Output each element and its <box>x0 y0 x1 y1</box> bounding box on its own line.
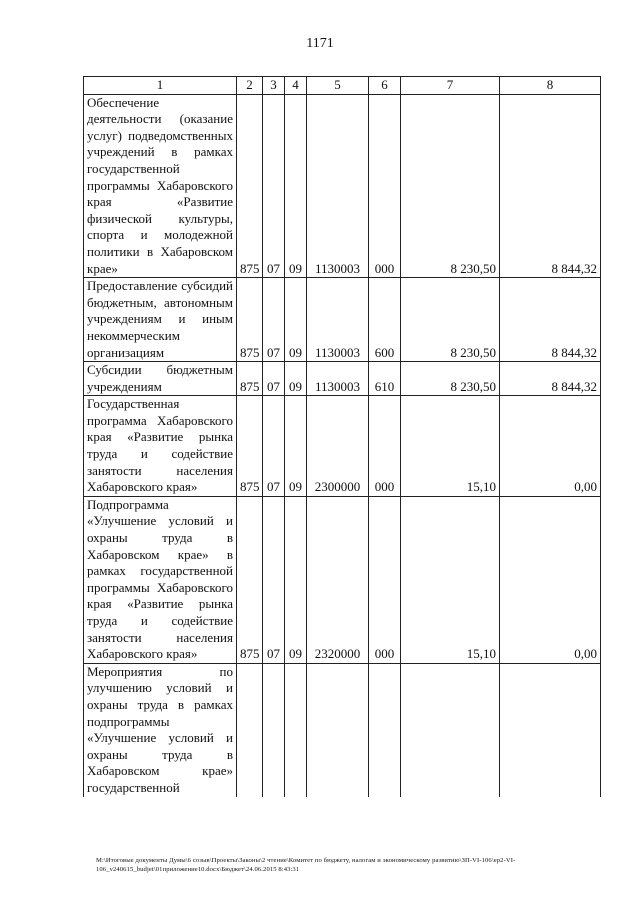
col-header: 4 <box>285 77 307 95</box>
grbs-cell: 875 <box>237 396 263 497</box>
table-row <box>84 362 601 396</box>
vr-cell <box>369 663 401 796</box>
col-header: 7 <box>401 77 500 95</box>
row-name: Предоставление субсидий бюджетным, автономным учреждениям и иным некоммерческим организациям <box>84 278 237 362</box>
col-header: 2 <box>237 77 263 95</box>
pr-cell: 09 <box>285 94 307 278</box>
vr-cell: 000 <box>369 496 401 663</box>
footer-line: M:\Итоговые документы Думы\6 созыв\Проекты\Законы\2 чтение\Комитет по бюджету, налогам и экономическому развитию\ЗП-VI-106\ер2-VI- <box>96 857 516 864</box>
grbs-cell: 875 <box>237 362 263 396</box>
rz-cell: 07 <box>263 396 285 497</box>
csr-cell <box>307 663 369 796</box>
rz-cell: 07 <box>263 496 285 663</box>
pr-cell: 09 <box>285 362 307 396</box>
rz-cell: 07 <box>263 94 285 278</box>
table-row <box>84 94 601 278</box>
rz-cell: 07 <box>263 278 285 362</box>
sum2-cell <box>500 663 601 796</box>
pr-cell: 09 <box>285 396 307 497</box>
csr-cell: 1130003 <box>307 362 369 396</box>
row-name: Мероприятия по улучшению условий и охраны труда в рамках подпрограммы «Улучшение условий и охраны труда в Хабаровском крае» государственной <box>84 663 237 796</box>
footer-line: 106_v240615_budjet\01приложение10.docx\Бюджет\24.06.2015 8:43:31 <box>96 866 300 873</box>
col-header: 3 <box>263 77 285 95</box>
file-path-footer <box>96 856 606 874</box>
vr-cell: 000 <box>369 396 401 497</box>
vr-cell: 610 <box>369 362 401 396</box>
vr-cell: 000 <box>369 94 401 278</box>
page-number: 1171 <box>306 36 334 51</box>
rz-cell: 07 <box>263 362 285 396</box>
csr-cell: 2320000 <box>307 496 369 663</box>
row-name: Обеспечение деятельности (оказание услуг) подведомственных учреждений в рамках государственной программы Хабаровского края «Развитие физической культуры, спорта и молодежной политики в Хабаровском крае» <box>84 94 237 278</box>
csr-cell: 1130003 <box>307 278 369 362</box>
budget-table <box>83 76 601 797</box>
grbs-cell: 875 <box>237 94 263 278</box>
grbs-cell: 875 <box>237 278 263 362</box>
grbs-cell <box>237 663 263 796</box>
pr-cell <box>285 663 307 796</box>
sum2-cell: 0,00 <box>500 396 601 497</box>
col-header: 6 <box>369 77 401 95</box>
pr-cell: 09 <box>285 496 307 663</box>
col-header: 5 <box>307 77 369 95</box>
sum1-cell: 15,10 <box>401 496 500 663</box>
row-name: Государственная программа Хабаровского края «Развитие рынка труда и содействие занятости населения Хабаровского края» <box>84 396 237 497</box>
rz-cell <box>263 663 285 796</box>
grbs-cell: 875 <box>237 496 263 663</box>
col-header: 8 <box>500 77 601 95</box>
pr-cell: 09 <box>285 278 307 362</box>
table-row <box>84 663 601 796</box>
row-name: Подпрограмма «Улучшение условий и охраны труда в Хабаровском крае» в рамках государственной программы Хабаровского края «Развитие рынка труда и содействие занятости населения Хабаровского края» <box>84 496 237 663</box>
row-name: Субсидии бюджетным учреждениям <box>84 362 237 396</box>
csr-cell: 1130003 <box>307 94 369 278</box>
csr-cell: 2300000 <box>307 396 369 497</box>
sum1-cell <box>401 663 500 796</box>
table-row <box>84 278 601 362</box>
vr-cell: 600 <box>369 278 401 362</box>
table-header-row <box>84 77 601 95</box>
sum1-cell: 15,10 <box>401 396 500 497</box>
sum2-cell: 8 844,32 <box>500 362 601 396</box>
sum2-cell: 8 844,32 <box>500 278 601 362</box>
sum1-cell: 8 230,50 <box>401 94 500 278</box>
table-row <box>84 396 601 497</box>
sum2-cell: 0,00 <box>500 496 601 663</box>
col-header: 1 <box>84 77 237 95</box>
sum1-cell: 8 230,50 <box>401 278 500 362</box>
table-row <box>84 496 601 663</box>
sum2-cell: 8 844,32 <box>500 94 601 278</box>
sum1-cell: 8 230,50 <box>401 362 500 396</box>
